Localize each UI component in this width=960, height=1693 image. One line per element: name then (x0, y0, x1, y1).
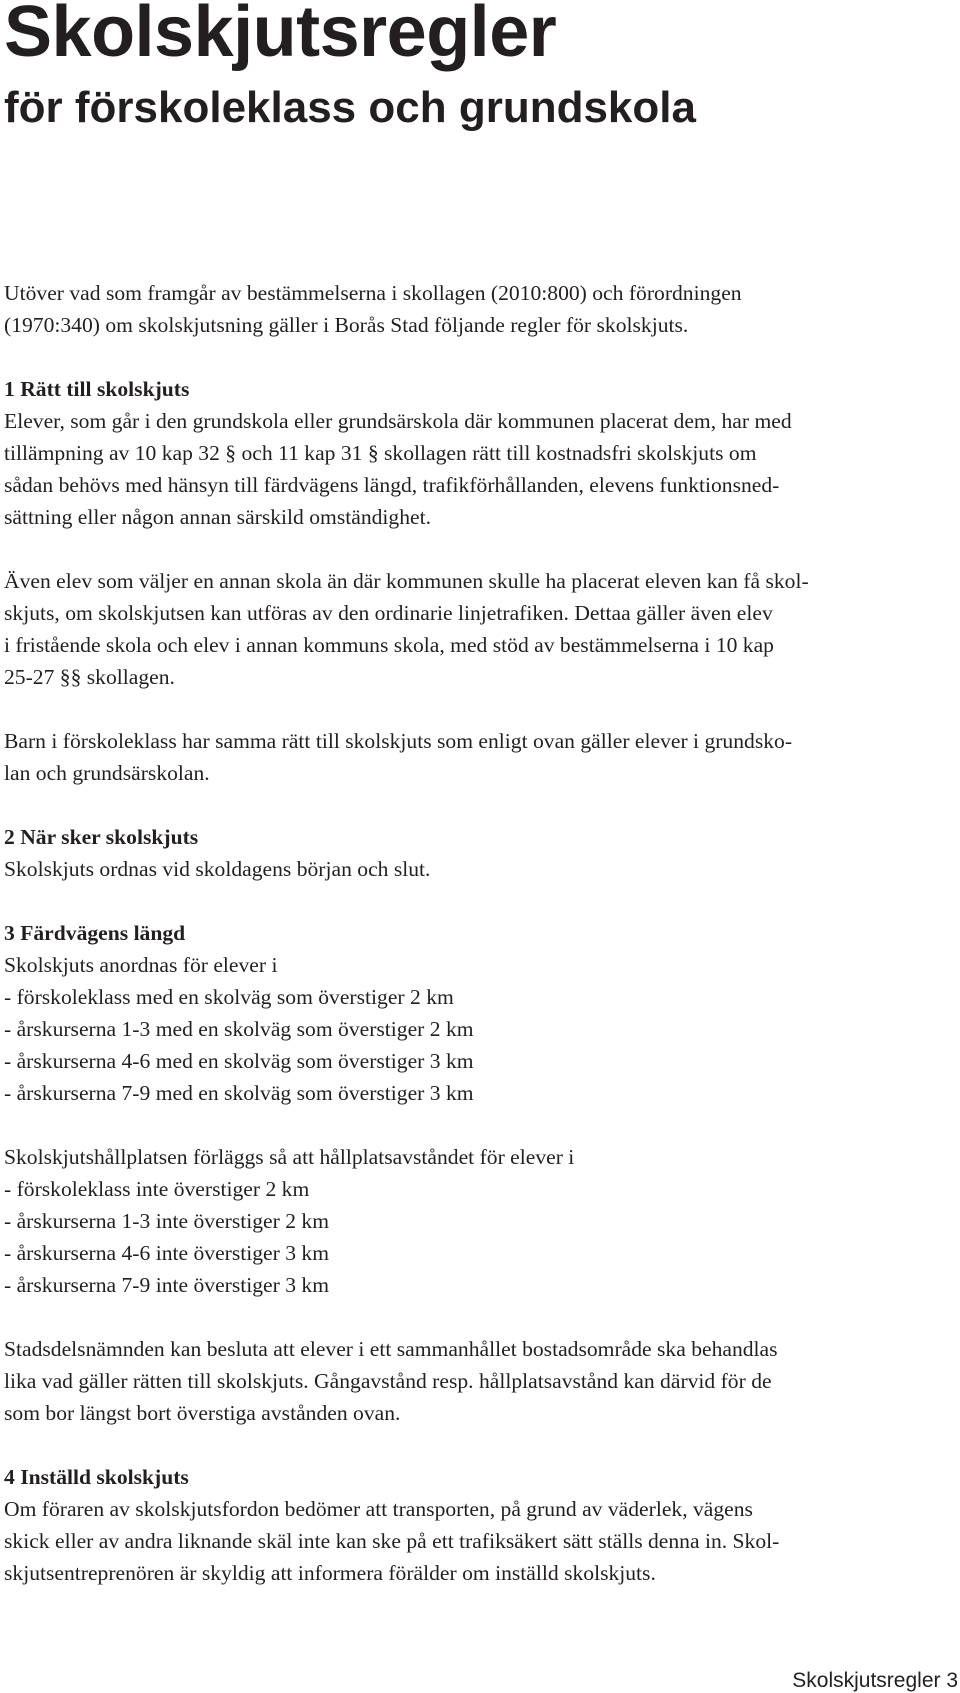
section-heading: 4 Inställd skolskjuts (4, 1465, 189, 1489)
text-line: lan och grundsärskolan. (4, 761, 210, 785)
list-item: - förskoleklass med en skolväg som överstiger 2 km (4, 985, 454, 1009)
text-line: Stadsdelsnämnden kan besluta att elever i ett sammanhållet bostadsområde ska behandlas (4, 1337, 778, 1361)
text-line: tillämpning av 10 kap 32 § och 11 kap 31 § skollagen rätt till kostnadsfri skolskjuts om (4, 441, 757, 465)
text-line: Skolskjutshållplatsen förläggs så att hållplatsavståndet för elever i (4, 1145, 575, 1169)
section-1-paragraph-3 (4, 725, 934, 789)
text-line: Elever, som går i den grundskola eller grundsärskola där kommunen placerat dem, har med (4, 409, 792, 433)
text-line: 25-27 §§ skollagen. (4, 665, 175, 689)
text-line: i fristående skola och elev i annan kommuns skola, med stöd av bestämmelserna i 10 kap (4, 633, 774, 657)
text-line: Skolskjuts anordnas för elever i (4, 953, 278, 977)
text-line: sådan behövs med hänsyn till färdvägens längd, trafikförhållanden, elevens funktionsned- (4, 473, 780, 497)
list-item: - årskurserna 7-9 med en skolväg som överstiger 3 km (4, 1081, 474, 1105)
page-footer: Skolskjutsregler 3 (792, 1669, 958, 1692)
section-1-paragraph-2 (4, 565, 934, 693)
text-line: skick eller av andra liknande skäl inte kan ske på ett trafiksäkert sätt ställs denna in. Skol- (4, 1529, 780, 1553)
text-line: skjutsentreprenören är skyldig att informera förälder om inställd skolskjuts. (4, 1561, 656, 1585)
list-item: - årskurserna 7-9 inte överstiger 3 km (4, 1273, 330, 1297)
text-line: sättning eller någon annan särskild omständighet. (4, 505, 431, 529)
page-title: Skolskjutsregler (4, 0, 557, 72)
text-line: som bor längst bort överstiga avstånden ovan. (4, 1401, 401, 1425)
list-item: - årskurserna 1-3 inte överstiger 2 km (4, 1209, 330, 1233)
page-subtitle: för förskoleklass och grundskola (4, 83, 696, 132)
text-line: Barn i förskoleklass har samma rätt till skolskjuts som enligt ovan gäller elever i grundsko- (4, 729, 793, 753)
text-line: (1970:340) om skolskjutsning gäller i Borås Stad följande regler för skolskjuts. (4, 313, 689, 337)
section-3-closing (4, 1333, 934, 1429)
section-3-stops (4, 1141, 934, 1301)
section-4 (4, 1461, 934, 1589)
list-item: - årskurserna 4-6 inte överstiger 3 km (4, 1241, 330, 1265)
list-item: - årskurserna 4-6 med en skolväg som överstiger 3 km (4, 1049, 474, 1073)
section-heading: 3 Färdvägens längd (4, 921, 186, 945)
text-line: Utöver vad som framgår av bestämmelserna i skollagen (2010:800) och förordningen (4, 281, 742, 305)
list-item: - förskoleklass inte överstiger 2 km (4, 1177, 310, 1201)
section-1 (4, 373, 934, 533)
document-body (4, 277, 934, 1589)
text-line: Skolskjuts ordnas vid skoldagens början och slut. (4, 857, 431, 881)
intro-paragraph (4, 277, 934, 341)
text-line: skjuts, om skolskjutsen kan utföras av den ordinarie linjetrafiken. Dettaa gäller även elev (4, 601, 773, 625)
text-line: Om föraren av skolskjutsfordon bedömer att transporten, på grund av väderlek, vägens (4, 1497, 753, 1521)
section-heading: 1 Rätt till skolskjuts (4, 377, 190, 401)
section-2 (4, 821, 934, 885)
text-line: Även elev som väljer en annan skola än där kommunen skulle ha placerat eleven kan få skol- (4, 569, 809, 593)
list-item: - årskurserna 1-3 med en skolväg som överstiger 2 km (4, 1017, 474, 1041)
section-heading: 2 När sker skolskjuts (4, 825, 199, 849)
text-line: lika vad gäller rätten till skolskjuts. Gångavstånd resp. hållplatsavstånd kan därvid för de (4, 1369, 772, 1393)
section-3 (4, 917, 934, 1109)
